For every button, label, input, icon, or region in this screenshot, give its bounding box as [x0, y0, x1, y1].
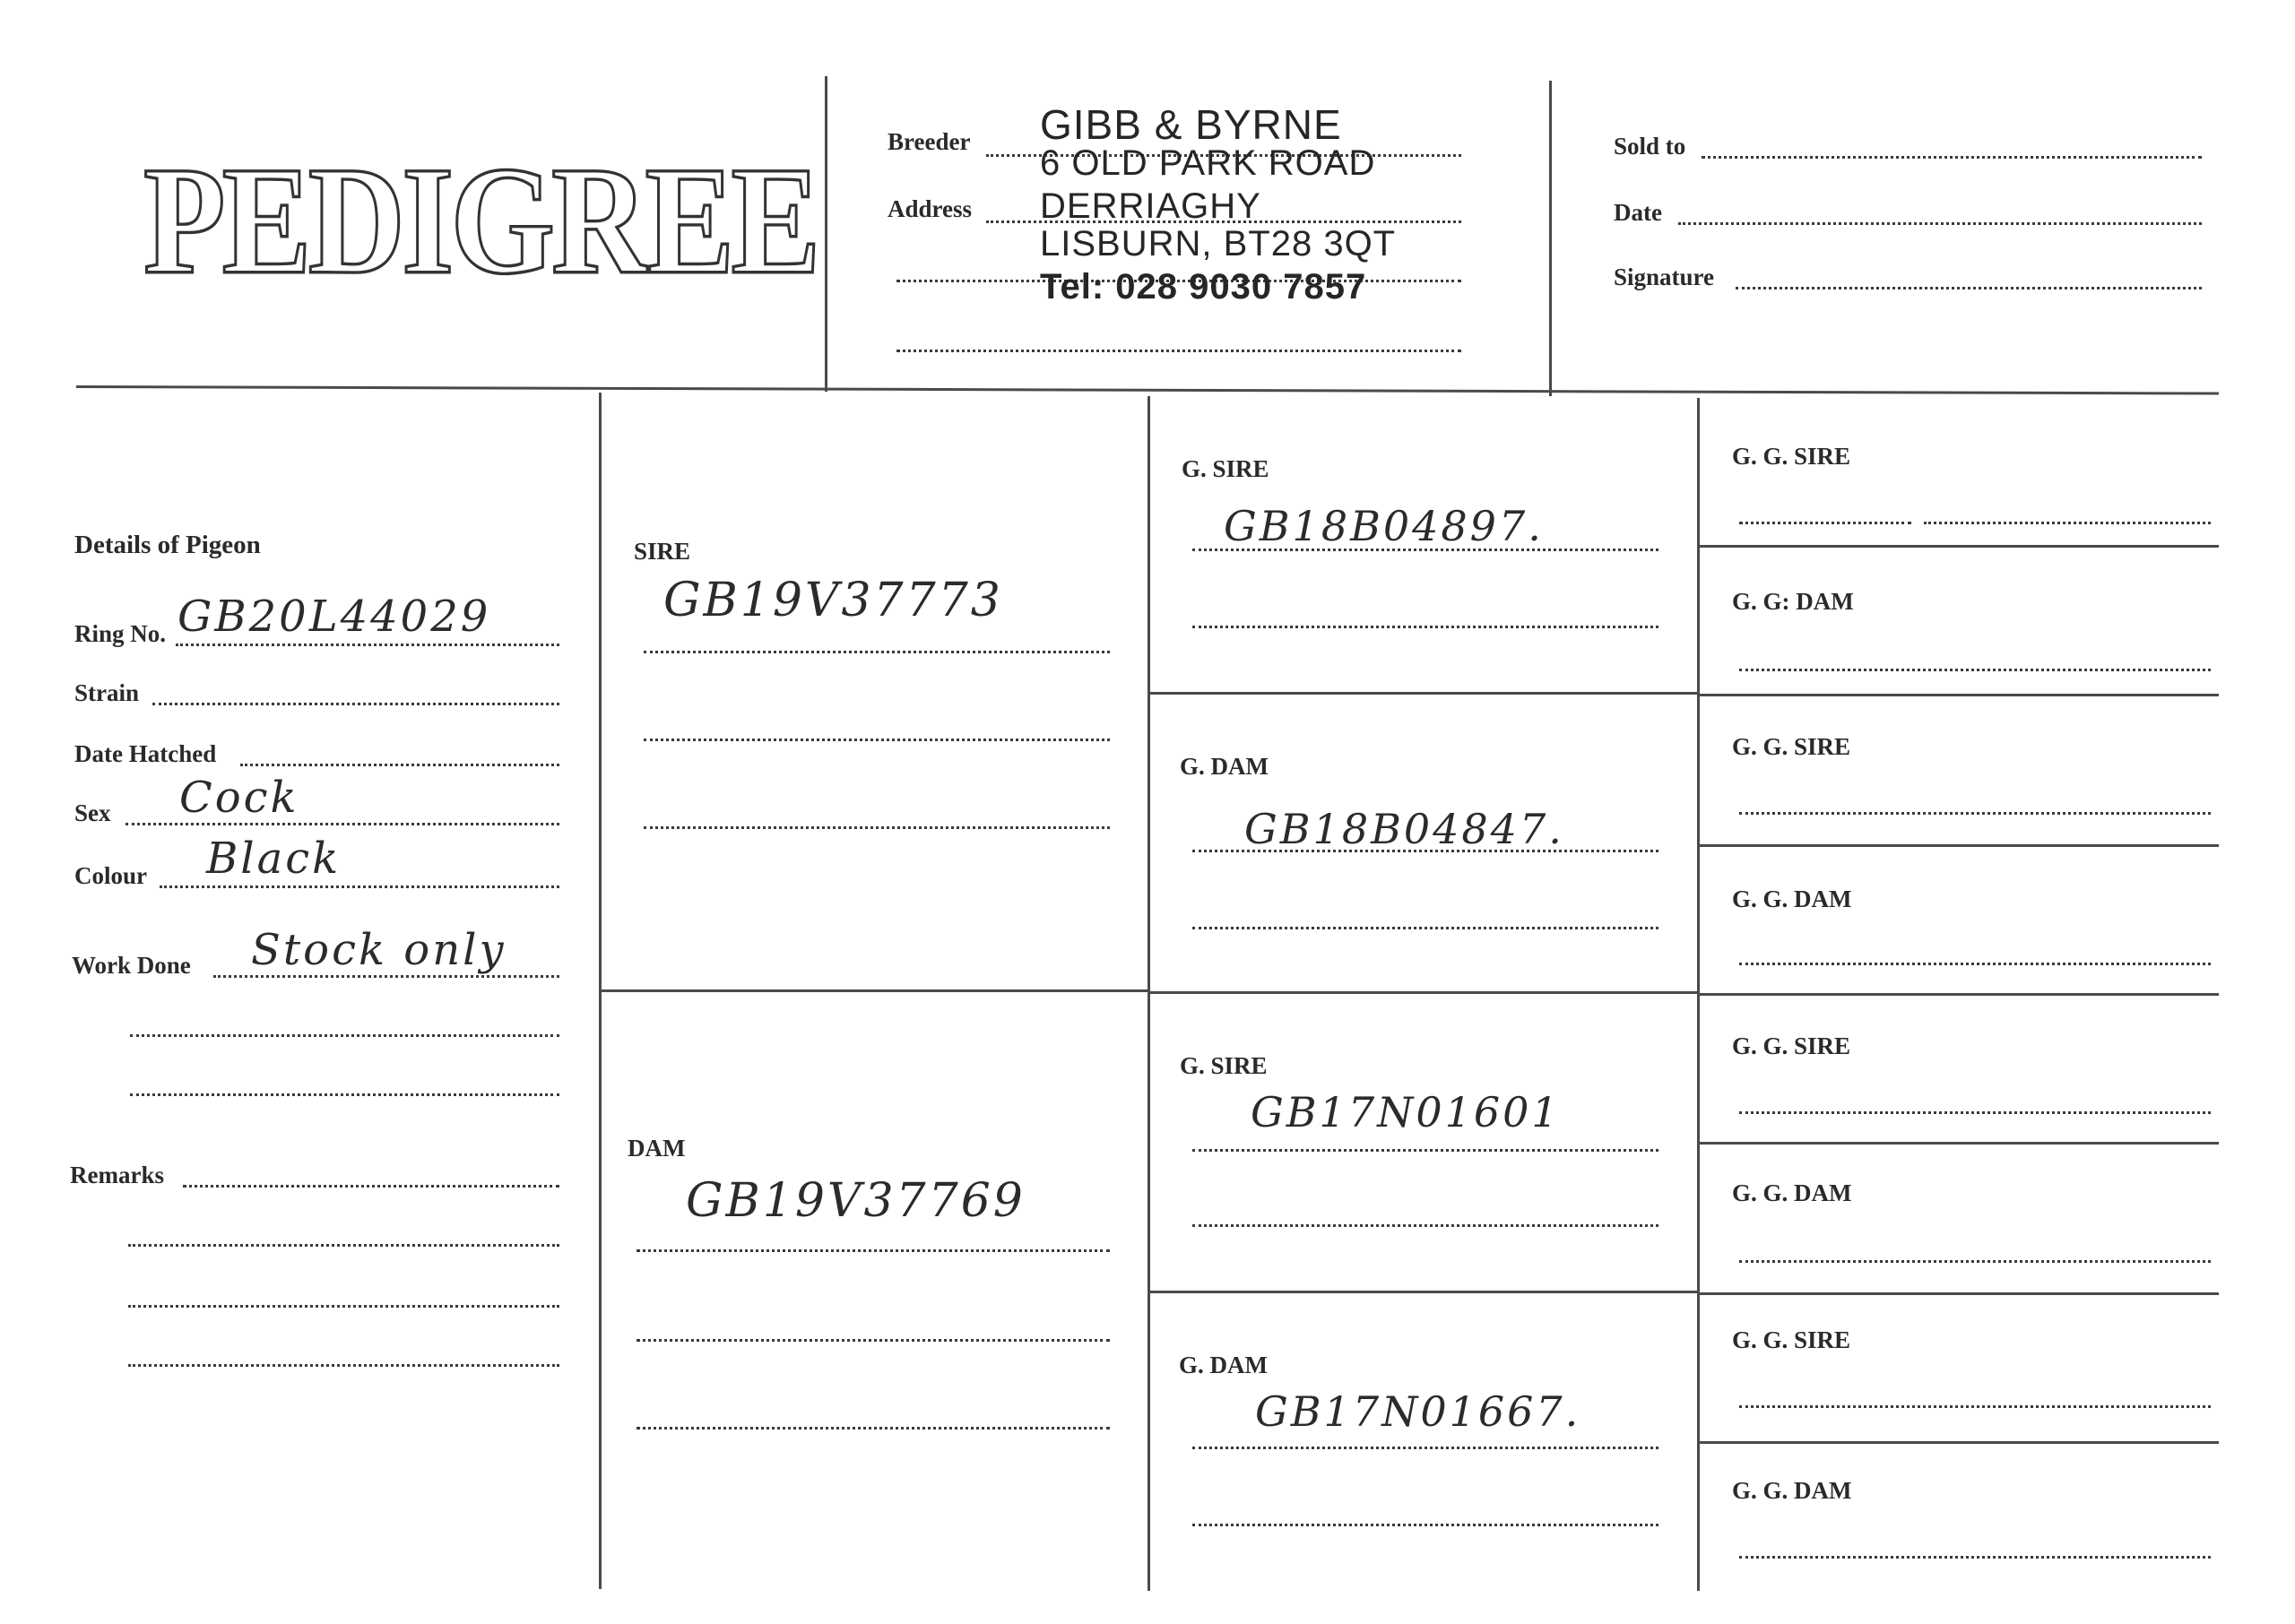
- sire-line-1[interactable]: [644, 651, 1110, 653]
- gp-divider-2: [1148, 991, 1700, 994]
- dam-value: GB19V37769: [686, 1174, 1026, 1228]
- gg-sire-2-label: G. G. SIRE: [1732, 733, 1851, 760]
- gg-dam-3-label: G. G. DAM: [1732, 1179, 1852, 1206]
- ring-no-label: Ring No.: [74, 620, 167, 647]
- g-sire-2-line-2[interactable]: [1192, 1224, 1658, 1227]
- dam-line-1[interactable]: [637, 1249, 1110, 1252]
- g-sire-2-line-1[interactable]: [1192, 1149, 1658, 1152]
- sex-label: Sex: [74, 799, 111, 826]
- g-dam-2-line-1[interactable]: [1192, 1447, 1658, 1449]
- g-sire-2-label: G. SIRE: [1180, 1052, 1268, 1079]
- gg-dam-4-line[interactable]: [1739, 1556, 2211, 1559]
- work-done-line-2[interactable]: [130, 1034, 559, 1037]
- address-line-3[interactable]: [896, 350, 1461, 352]
- g-sire-1-line-2[interactable]: [1192, 626, 1658, 628]
- remarks-line-1[interactable]: [183, 1185, 559, 1188]
- gg-dam-2-line[interactable]: [1739, 963, 2211, 965]
- g-dam-1-line-1[interactable]: [1192, 850, 1658, 852]
- signature-label: Signature: [1614, 263, 1715, 290]
- gg-sire-1-line-a[interactable]: [1739, 522, 1911, 524]
- g-sire-2-value: GB17N01601: [1251, 1088, 1561, 1136]
- gp-divider-1: [1148, 692, 1700, 695]
- gg-sire-4-line[interactable]: [1739, 1405, 2211, 1408]
- ggp-divider-1: [1697, 545, 2219, 548]
- gg-dam-4-label: G. G. DAM: [1732, 1477, 1852, 1504]
- parents-divider: [599, 989, 1150, 992]
- header-divider-left: [825, 76, 827, 392]
- pedigree-title: PEDIGREE: [143, 134, 818, 307]
- remarks-line-3[interactable]: [128, 1305, 559, 1308]
- date-label: Date: [1614, 199, 1662, 226]
- ring-no-line[interactable]: [176, 644, 559, 646]
- sire-label: SIRE: [634, 538, 691, 565]
- work-done-label: Work Done: [72, 952, 191, 979]
- gg-sire-1-line-b[interactable]: [1924, 522, 2211, 524]
- sire-line-3[interactable]: [644, 826, 1110, 829]
- work-done-line-3[interactable]: [130, 1093, 559, 1096]
- colour-label: Colour: [74, 862, 147, 889]
- gg-dam-2-label: G. G. DAM: [1732, 885, 1852, 912]
- ring-no-value: GB20L44029: [178, 592, 491, 642]
- gg-dam-3-line[interactable]: [1739, 1260, 2211, 1263]
- g-sire-1-label: G. SIRE: [1182, 455, 1269, 482]
- date-hatched-label: Date Hatched: [74, 740, 217, 767]
- header-bottom-rule: [76, 385, 2219, 395]
- gg-sire-1-label: G. G. SIRE: [1732, 443, 1851, 470]
- breeder-address-line3: LISBURN, BT28 3QT: [1040, 224, 1397, 263]
- breeder-name: GIBB & BYRNE: [1040, 101, 1342, 148]
- work-done-value: Stock only: [251, 925, 507, 975]
- gg-sire-2-line[interactable]: [1739, 812, 2211, 815]
- colour-line[interactable]: [160, 885, 559, 888]
- remarks-line-4[interactable]: [128, 1364, 559, 1367]
- ggp-divider-5: [1697, 1142, 2219, 1145]
- date-line[interactable]: [1678, 222, 2202, 225]
- sex-value: Cock: [179, 773, 299, 823]
- g-dam-1-line-2[interactable]: [1192, 927, 1658, 929]
- dam-line-3[interactable]: [637, 1427, 1110, 1430]
- signature-line[interactable]: [1736, 287, 2202, 289]
- breeder-label: Breeder: [888, 128, 971, 155]
- sold-to-line[interactable]: [1702, 156, 2202, 159]
- g-dam-1-label: G. DAM: [1180, 753, 1269, 780]
- ggp-divider-4: [1697, 993, 2219, 996]
- breeder-address-line1: 6 OLD PARK ROAD: [1040, 143, 1376, 183]
- ggp-divider-7: [1697, 1441, 2219, 1444]
- breeder-address-line2: DERRIAGHY: [1040, 186, 1261, 226]
- remarks-line-2[interactable]: [128, 1244, 559, 1247]
- address-label: Address: [888, 195, 973, 222]
- g-dam-2-line-2[interactable]: [1192, 1524, 1658, 1526]
- gg-sire-3-label: G. G. SIRE: [1732, 1032, 1851, 1059]
- g-sire-1-line-1[interactable]: [1192, 549, 1658, 551]
- sire-value: GB19V37773: [663, 574, 1003, 627]
- sex-line[interactable]: [126, 823, 559, 825]
- sire-line-2[interactable]: [644, 739, 1110, 741]
- dam-label: DAM: [628, 1135, 686, 1162]
- dam-line-2[interactable]: [637, 1339, 1110, 1342]
- strain-label: Strain: [74, 679, 140, 706]
- header-divider-right: [1549, 81, 1552, 396]
- date-hatched-line[interactable]: [240, 764, 559, 766]
- strain-line[interactable]: [152, 703, 559, 705]
- ggp-divider-6: [1697, 1292, 2219, 1295]
- details-heading: Details of Pigeon: [74, 531, 261, 559]
- work-done-line[interactable]: [213, 975, 559, 978]
- ggp-divider-2: [1697, 694, 2219, 696]
- colour-value: Black: [206, 834, 342, 884]
- g-dam-2-label: G. DAM: [1179, 1352, 1268, 1378]
- gg-sire-3-line[interactable]: [1739, 1111, 2211, 1114]
- gg-dam-1-label: G. G: DAM: [1732, 588, 1854, 615]
- breeder-tel: Tel: 028 9030 7857: [1040, 267, 1367, 307]
- ggp-divider-3: [1697, 844, 2219, 847]
- gp-divider-3: [1148, 1291, 1700, 1293]
- g-dam-2-value: GB17N01667.: [1255, 1387, 1581, 1436]
- g-dam-1-value: GB18B04847.: [1244, 805, 1564, 853]
- sold-to-label: Sold to: [1614, 133, 1686, 160]
- gg-sire-4-label: G. G. SIRE: [1732, 1326, 1851, 1353]
- remarks-label: Remarks: [70, 1162, 164, 1188]
- gg-dam-1-line[interactable]: [1739, 669, 2211, 671]
- g-sire-1-value: GB18B04897.: [1224, 502, 1544, 550]
